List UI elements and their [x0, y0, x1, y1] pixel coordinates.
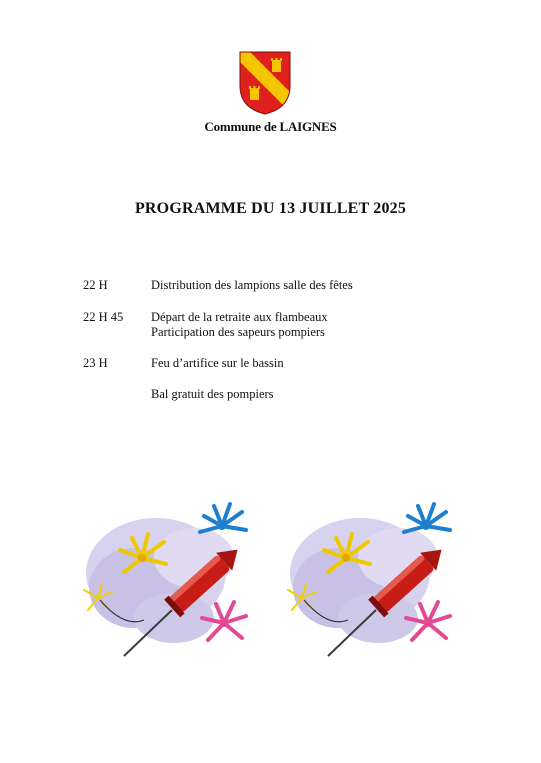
fireworks-rocket-icon: [74, 488, 252, 673]
schedule-description: Départ de la retraite aux flambeaux: [151, 310, 328, 324]
schedule-description: Bal gratuit des pompiers: [151, 387, 274, 401]
schedule-time: 22 H 45: [83, 310, 124, 324]
commune-name: Commune de LAIGNES: [204, 119, 337, 134]
schedule-description: Distribution des lampions salle des fêtes: [151, 278, 353, 292]
schedule-time: 22 H: [83, 278, 108, 292]
coat-of-arms-icon: [238, 50, 292, 116]
schedule-item: [83, 387, 274, 402]
fireworks-rocket-icon: [278, 488, 456, 673]
schedule-description: Participation des sapeurs pompiers: [151, 325, 325, 339]
schedule-time: 23 H: [83, 356, 108, 370]
schedule-item: [83, 278, 353, 293]
schedule-item: [83, 310, 328, 340]
schedule-item: [83, 356, 284, 371]
page-title: PROGRAMME DU 13 JUILLET 2025: [134, 200, 407, 217]
schedule-description: Feu d’artifice sur le bassin: [151, 356, 284, 370]
